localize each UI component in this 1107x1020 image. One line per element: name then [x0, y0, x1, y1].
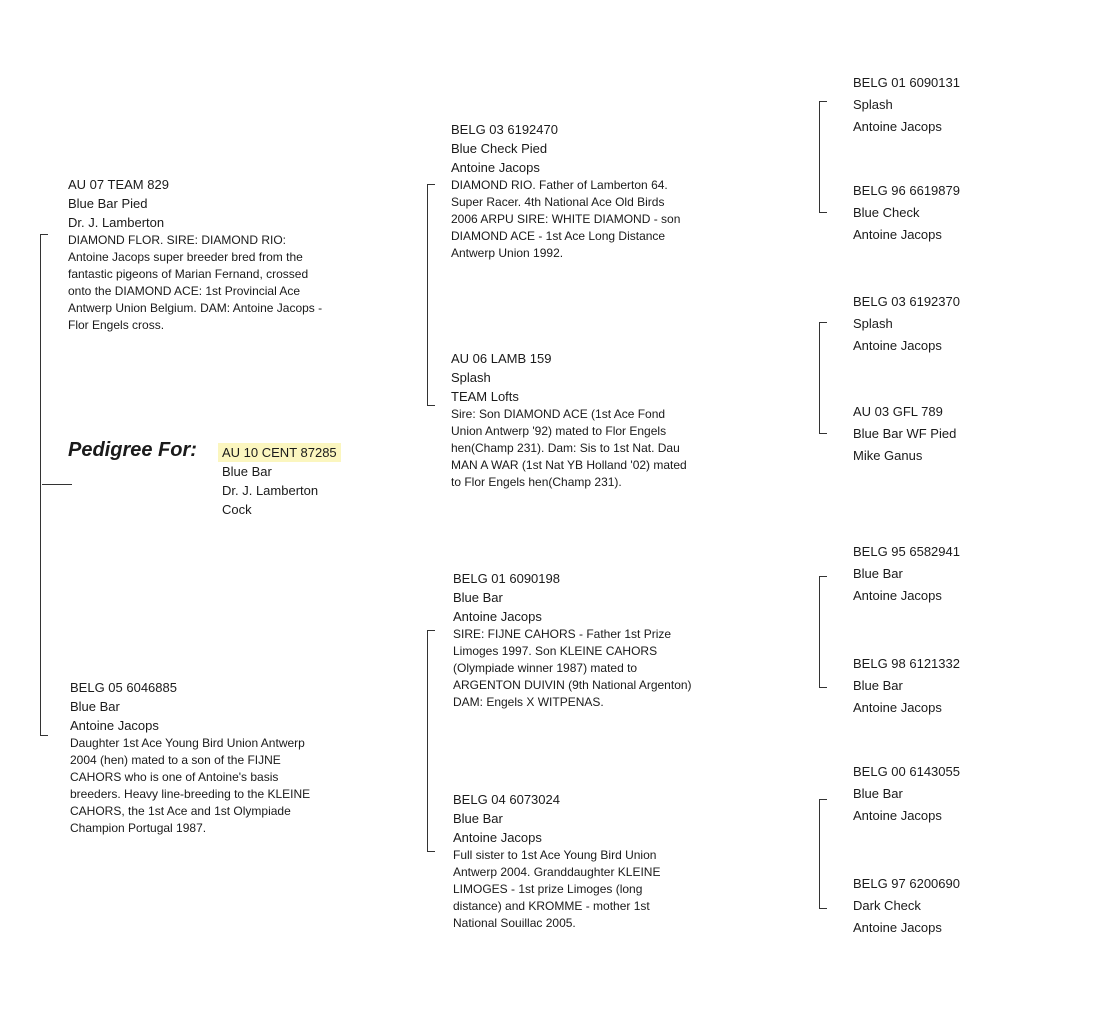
sire-dam-block: [451, 349, 796, 491]
sire-parents-bracket: [427, 184, 428, 406]
pedigree-for-label: Pedigree For:: [68, 439, 197, 461]
ggp-owner: Antoine Jacops: [853, 808, 942, 823]
desc-line: to Flor Engels hen(Champ 231).: [451, 475, 622, 489]
desc-line: hen(Champ 231). Dam: Sis to 1st Nat. Dau: [451, 441, 680, 455]
desc-line: SIRE: FIJNE CAHORS - Father 1st Prize: [453, 627, 672, 641]
sd-band: AU 06 LAMB 159: [451, 351, 552, 366]
ggp-color: Dark Check: [853, 898, 921, 913]
dd-owner: Antoine Jacops: [453, 830, 542, 845]
desc-line: distance) and KROMME - mother 1st: [453, 899, 650, 913]
ggp-owner: Antoine Jacops: [853, 227, 942, 242]
sire-block: [68, 175, 408, 334]
ggp-color: Blue Bar: [853, 786, 903, 801]
ggp-color: Blue Bar: [853, 566, 903, 581]
ds-description: [453, 626, 798, 711]
ggp-owner: Antoine Jacops: [853, 119, 942, 134]
ss-band: BELG 03 6192470: [451, 122, 558, 137]
desc-line: fantastic pigeons of Marian Fernand, crossed: [68, 267, 309, 281]
ss-parents-bracket: [819, 101, 820, 213]
ggp-color: Blue Bar: [853, 678, 903, 693]
desc-line: DIAMOND RIO. Father of Lamberton 64.: [451, 178, 668, 192]
desc-line: Antoine Jacops super breeder bred from the: [68, 250, 303, 264]
ss-description: [451, 177, 796, 262]
desc-line: DAM: Engels X WITPENAS.: [453, 695, 604, 709]
desc-line: DIAMOND FLOR. SIRE: DIAMOND RIO:: [68, 233, 287, 247]
ds-parents-bracket: [819, 576, 820, 688]
ggp-block: [853, 72, 960, 138]
subject-owner: Dr. J. Lamberton: [222, 483, 319, 498]
ggp-owner: Antoine Jacops: [853, 338, 942, 353]
dam-owner: Antoine Jacops: [70, 718, 159, 733]
ggp-band: BELG 98 6121332: [853, 656, 960, 671]
ggp-color: Blue Check: [853, 205, 920, 220]
subject-connector: [42, 484, 72, 485]
ss-color: Blue Check Pied: [451, 141, 548, 156]
ggp-band: BELG 95 6582941: [853, 544, 960, 559]
desc-line: breeders. Heavy line-breeding to the KLEINE: [70, 787, 311, 801]
desc-line: Union Antwerp '92) mated to Flor Engels: [451, 424, 667, 438]
ggp-band: BELG 01 6090131: [853, 75, 960, 90]
desc-line: ARGENTON DUIVIN (9th National Argenton): [453, 678, 692, 692]
ggp-block: [853, 653, 960, 719]
ggp-block: [853, 180, 960, 246]
dam-sire-block: [453, 569, 798, 711]
ds-band: BELG 01 6090198: [453, 571, 560, 586]
desc-line: Champion Portugal 1987.: [70, 821, 207, 835]
sire-description: [68, 232, 408, 334]
sd-description: [451, 406, 796, 491]
ggp-block: [853, 761, 960, 827]
sire-sire-block: [451, 120, 796, 262]
desc-line: Super Racer. 4th National Ace Old Birds: [451, 195, 665, 209]
ggp-band: BELG 96 6619879: [853, 183, 960, 198]
ggp-color: Splash: [853, 97, 893, 112]
desc-line: Full sister to 1st Ace Young Bird Union: [453, 848, 657, 862]
dam-description: [70, 735, 410, 837]
desc-line: Daughter 1st Ace Young Bird Union Antwerp: [70, 736, 305, 750]
ggp-block: [853, 401, 956, 467]
desc-line: (Olympiade winner 1987) mated to: [453, 661, 638, 675]
desc-line: 2006 ARPU SIRE: WHITE DIAMOND - son: [451, 212, 681, 226]
ggp-block: [853, 541, 960, 607]
desc-line: CAHORS who is one of Antoine's basis: [70, 770, 279, 784]
desc-line: Antwerp Union 1992.: [451, 246, 564, 260]
subject-color: Blue Bar: [222, 464, 272, 479]
dd-band: BELG 04 6073024: [453, 792, 560, 807]
ggp-block: [853, 873, 960, 939]
ggp-owner: Antoine Jacops: [853, 588, 942, 603]
ggp-band: BELG 97 6200690: [853, 876, 960, 891]
dd-parents-bracket: [819, 799, 820, 909]
sd-color: Splash: [451, 370, 491, 385]
desc-line: 2004 (hen) mated to a son of the FIJNE: [70, 753, 281, 767]
subject-sex: Cock: [222, 502, 252, 517]
desc-line: Antwerp Union Belgium. DAM: Antoine Jacops -: [68, 301, 323, 315]
dam-parents-bracket: [427, 630, 428, 852]
subject-band: AU 10 CENT 87285: [218, 443, 341, 462]
desc-line: MAN A WAR (1st Nat YB Holland '02) mated: [451, 458, 687, 472]
desc-line: CAHORS, the 1st Ace and 1st Olympiade: [70, 804, 291, 818]
ds-color: Blue Bar: [453, 590, 503, 605]
sd-owner: TEAM Lofts: [451, 389, 519, 404]
desc-line: LIMOGES - 1st prize Limoges (long: [453, 882, 643, 896]
desc-line: Limoges 1997. Son KLEINE CAHORS: [453, 644, 658, 658]
sire-band: AU 07 TEAM 829: [68, 177, 169, 192]
desc-line: DIAMOND ACE - 1st Ace Long Distance: [451, 229, 666, 243]
ggp-band: AU 03 GFL 789: [853, 404, 943, 419]
subject-parents-bracket: [40, 234, 41, 736]
desc-line: Sire: Son DIAMOND ACE (1st Ace Fond: [451, 407, 666, 421]
subject-block: [222, 443, 341, 519]
desc-line: Flor Engels cross.: [68, 318, 165, 332]
dam-block: [70, 678, 410, 837]
dam-dam-block: [453, 790, 798, 932]
desc-line: onto the DIAMOND ACE: 1st Provincial Ace: [68, 284, 301, 298]
desc-line: National Souillac 2005.: [453, 916, 576, 930]
ds-owner: Antoine Jacops: [453, 609, 542, 624]
dam-color: Blue Bar: [70, 699, 120, 714]
dam-band: BELG 05 6046885: [70, 680, 177, 695]
ggp-band: BELG 03 6192370: [853, 294, 960, 309]
sire-owner: Dr. J. Lamberton: [68, 215, 165, 230]
desc-line: Antwerp 2004. Granddaughter KLEINE: [453, 865, 661, 879]
dd-description: [453, 847, 798, 932]
ggp-owner: Antoine Jacops: [853, 920, 942, 935]
ggp-owner: Antoine Jacops: [853, 700, 942, 715]
ggp-block: [853, 291, 960, 357]
dd-color: Blue Bar: [453, 811, 503, 826]
ss-owner: Antoine Jacops: [451, 160, 540, 175]
ggp-band: BELG 00 6143055: [853, 764, 960, 779]
sire-color: Blue Bar Pied: [68, 196, 148, 211]
ggp-color: Blue Bar WF Pied: [853, 426, 957, 441]
ggp-color: Splash: [853, 316, 893, 331]
ggp-owner: Mike Ganus: [853, 448, 923, 463]
sd-parents-bracket: [819, 322, 820, 434]
